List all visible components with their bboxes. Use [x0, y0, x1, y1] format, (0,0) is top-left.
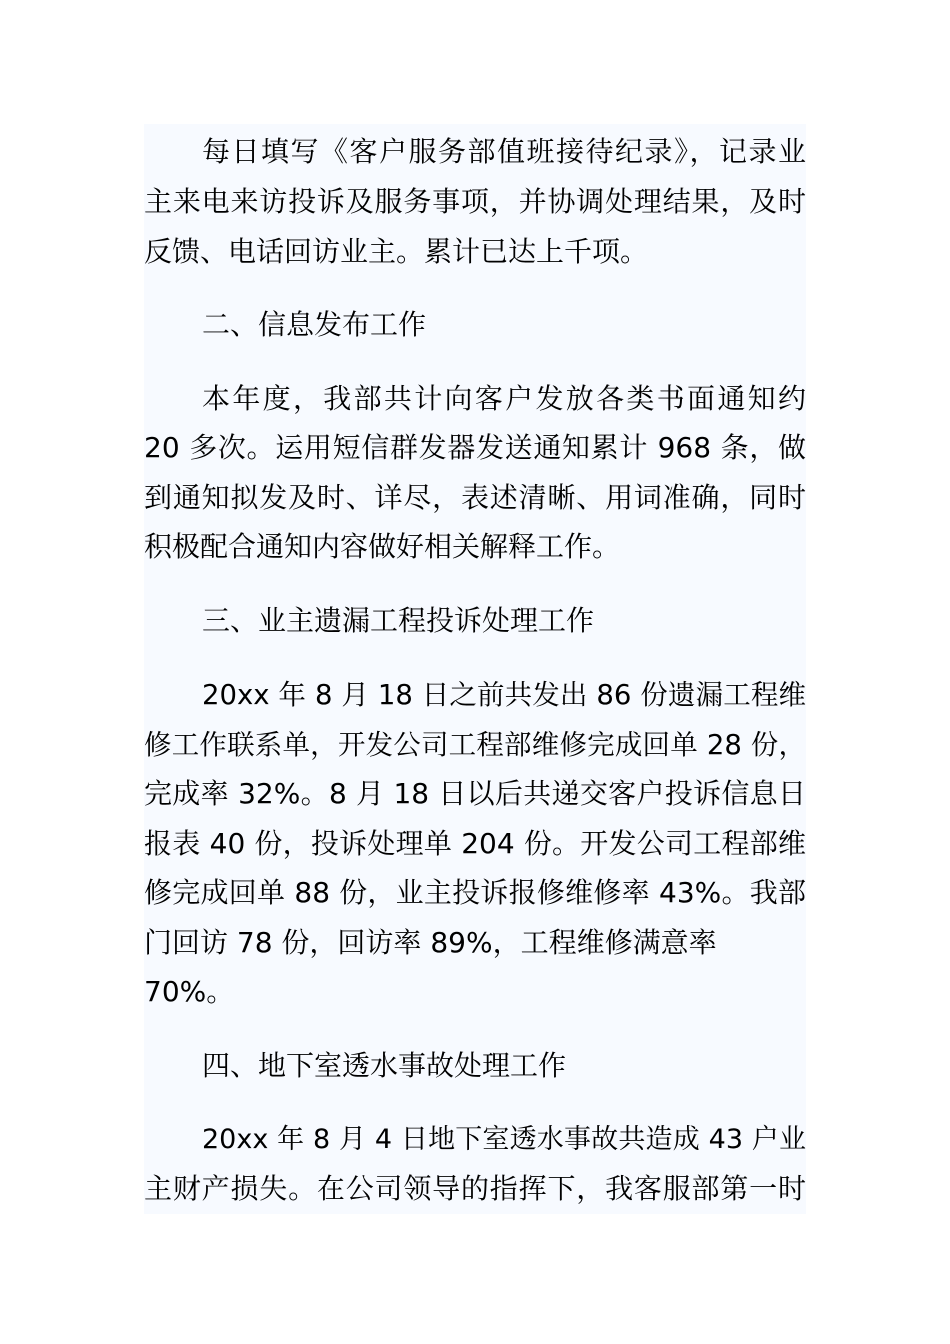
paragraph-line: 20xx 年 8 月 18 日之前共发出 86 份遗漏工程维 [202, 679, 806, 711]
paragraph-line: 70%。 [144, 975, 235, 1008]
paragraph-line: 主来电来访投诉及服务事项，并协调处理结果，及时 [144, 185, 806, 218]
paragraph-line: 20xx 年 8 月 4 日地下室透水事故共造成 43 户业 [202, 1124, 806, 1155]
text-block [144, 124, 806, 1214]
paragraph-line: 到通知拟发及时、详尽，表述清晰、用词准确，同时 [144, 481, 806, 514]
paragraph-line: 每日填写《客户服务部值班接待纪录》，记录业 [202, 135, 806, 168]
section-heading: 三、业主遗漏工程投诉处理工作 [202, 604, 595, 637]
paragraph-line: 反馈、电话回访业主。累计已达上千项。 [144, 235, 649, 268]
paragraph-line: 门回访 78 份，回访率 89%，工程维修满意率 [144, 926, 717, 959]
paragraph-line: 修工作联系单，开发公司工程部维修完成回单 28 份， [144, 729, 806, 761]
paragraph-line: 本年度，我部共计向客户发放各类书面通知约 [202, 382, 806, 415]
paragraph-line: 20 多次。运用短信群发器发送通知累计 968 条，做 [144, 431, 806, 464]
paragraph-line: 报表 40 份，投诉处理单 204 份。开发公司工程部维 [144, 827, 806, 860]
section-heading: 四、地下室透水事故处理工作 [202, 1049, 567, 1082]
paragraph-line: 积极配合通知内容做好相关解释工作。 [144, 530, 621, 563]
paragraph-line: 主财产损失。在公司领导的指挥下，我客服部第一时 [144, 1172, 806, 1205]
section-heading: 二、信息发布工作 [202, 308, 427, 341]
paragraph-line: 完成率 32%。8 月 18 日以后共递交客户投诉信息日 [144, 777, 806, 810]
paragraph-line: 修完成回单 88 份，业主投诉报修维修率 43%。我部 [144, 876, 806, 909]
